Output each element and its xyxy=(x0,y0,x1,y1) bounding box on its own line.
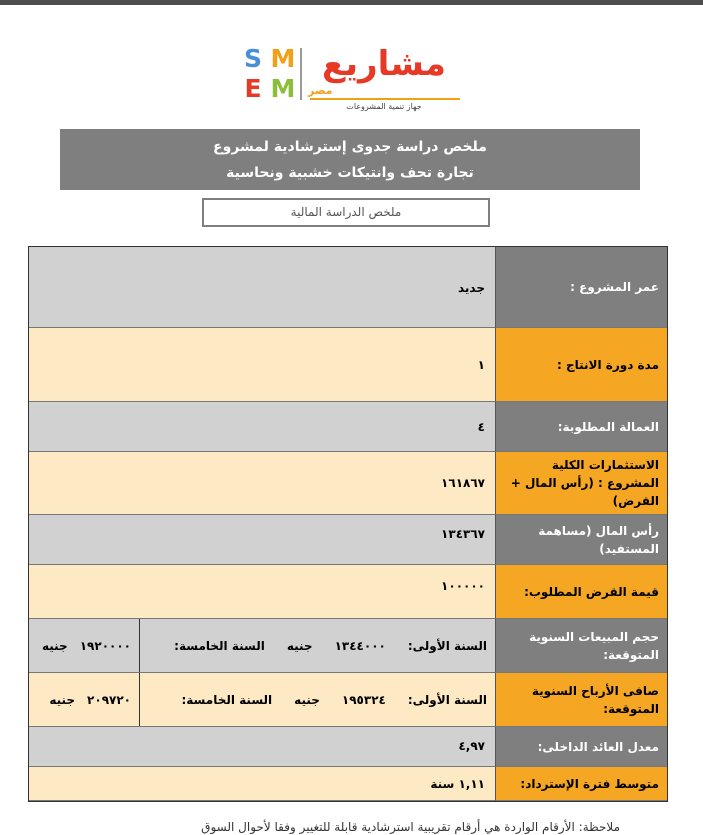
row-label: العمالة المطلوبة: xyxy=(495,402,667,452)
section-subtitle: ملخص الدراسة المالية xyxy=(202,198,490,227)
row-label: الاستثمارات الكلية المشروع : (رأس المال + القرض) xyxy=(495,452,667,515)
first-year-cell xyxy=(139,673,495,726)
row-value xyxy=(29,767,495,801)
title-line-2: تجارة تحف وانتيكات خشبية ونحاسية xyxy=(226,165,474,181)
fifth-year-cell xyxy=(29,619,139,672)
value-text: ١ xyxy=(477,358,485,372)
row-label: حجم المبيعات السنوية المتوقعة: xyxy=(495,619,667,673)
first-year-label: السنة الأولى: xyxy=(407,692,487,707)
value-text: ١,١١ سنة xyxy=(430,777,485,791)
table-row xyxy=(29,515,667,565)
row-label: متوسط فترة الإسترداد: xyxy=(495,767,667,801)
logo-divider xyxy=(300,48,302,100)
row-label: مدة دورة الانتاج : xyxy=(495,328,667,402)
row-value xyxy=(29,673,495,727)
msme-logo xyxy=(238,44,468,114)
value-text: ٤,٩٧ xyxy=(458,739,485,753)
value-text: ١٣٤٣٦٧ xyxy=(441,527,485,541)
value-text: ١٦١٨٦٧ xyxy=(441,476,485,490)
msme-letter: S xyxy=(243,44,262,73)
row-label: معدل العائد الداخلى: xyxy=(495,727,667,767)
payback-row xyxy=(29,767,667,801)
row-label: صافى الأرباح السنوية المتوقعة: xyxy=(495,673,667,727)
brand-tagline: جهاز تنمية المشروعات xyxy=(346,102,422,111)
row-value xyxy=(29,452,495,515)
msme-mark xyxy=(238,44,298,104)
value-text: ١٠٠٠٠٠ xyxy=(441,579,485,593)
row-label: رأس المال (مساهمة المستفيد) xyxy=(495,515,667,565)
row-value xyxy=(29,727,495,767)
fifth-year-label: السنة الخامسة: xyxy=(174,638,265,653)
first-year-label: السنة الأولى: xyxy=(407,638,487,653)
currency: جنيه xyxy=(49,692,76,707)
financial-summary-table xyxy=(28,246,668,802)
profits-row xyxy=(29,673,667,727)
table-row xyxy=(29,452,667,515)
fifth-year-cell xyxy=(29,673,139,726)
table-row xyxy=(29,402,667,452)
top-border xyxy=(0,0,703,5)
row-value xyxy=(29,619,495,673)
currency: جنيه xyxy=(41,638,68,653)
row-value xyxy=(29,247,495,328)
row-value xyxy=(29,565,495,619)
value-text: ٤ xyxy=(477,420,485,434)
table-row xyxy=(29,565,667,619)
msme-letter: M xyxy=(270,44,296,73)
fifth-year-value: ١٩٢٠٠٠٠ xyxy=(79,638,131,653)
currency: جنيه xyxy=(294,692,320,707)
title-line-1: ملخص دراسة جدوى إسترشادية لمشروع xyxy=(213,139,487,155)
currency: جنيه xyxy=(286,638,313,653)
msme-letter: M xyxy=(270,74,296,103)
row-label: قيمة القرض المطلوب: xyxy=(495,565,667,619)
table-row xyxy=(29,247,667,328)
fifth-year-label: السنة الخامسة: xyxy=(181,692,273,707)
brand-sub: مصر xyxy=(308,84,333,97)
row-value xyxy=(29,328,495,402)
table-row xyxy=(29,328,667,402)
row-value xyxy=(29,402,495,452)
first-year-value: ١٣٤٤٠٠٠ xyxy=(334,638,386,653)
fifth-year-value: ٢٠٩٧٢٠ xyxy=(87,692,131,707)
irr-row xyxy=(29,727,667,767)
document-title xyxy=(60,129,640,190)
row-value xyxy=(29,515,495,565)
brand-name: مشاريع xyxy=(322,44,446,84)
row-label: عمر المشروع : xyxy=(495,247,667,328)
first-year-cell xyxy=(139,619,495,672)
first-year-value: ١٩٥٣٢٤ xyxy=(341,692,386,707)
value-text: جديد xyxy=(457,281,485,295)
msme-letter: E xyxy=(244,74,262,103)
footer-note: ملاحظة: الأرقام الواردة هي أرقام تقريبية استرشادية قابلة للتغيير وفقا لأحوال السوق xyxy=(201,820,620,834)
sales-row xyxy=(29,619,667,673)
